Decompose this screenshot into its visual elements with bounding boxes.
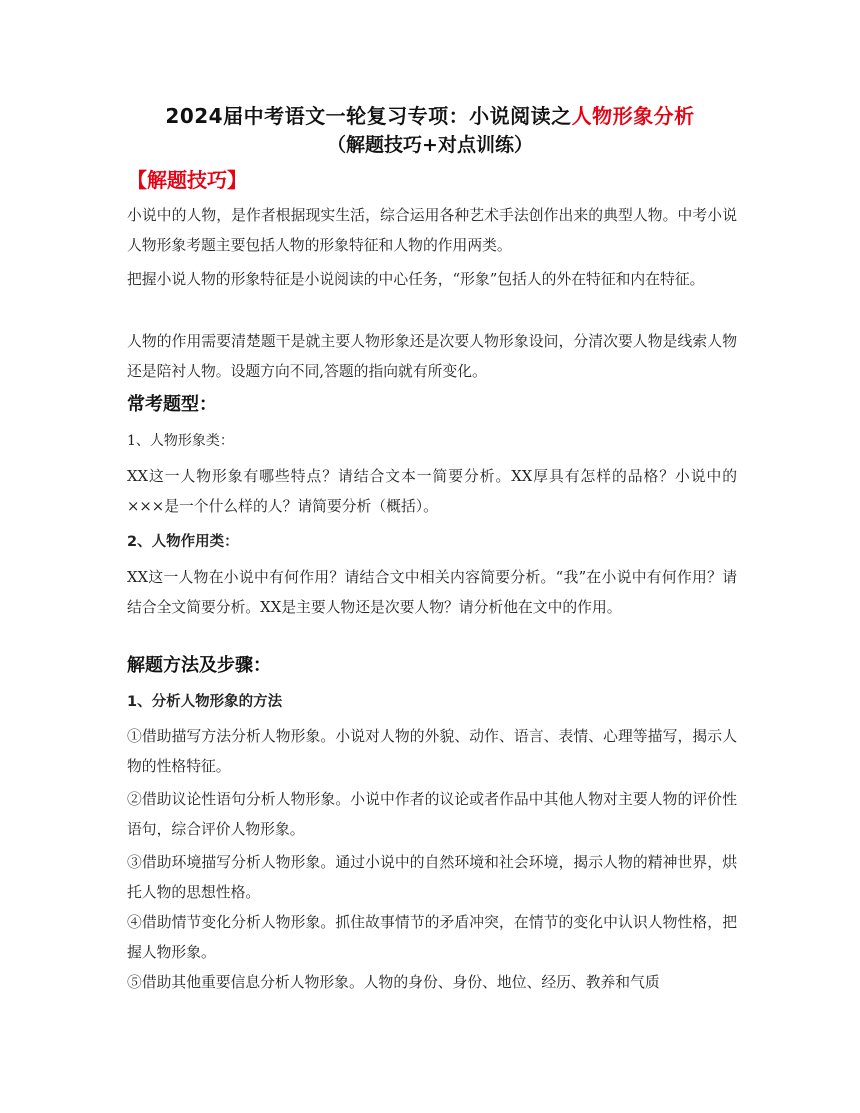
intro-paragraph-3: 人物的作用需要清楚题干是就主要人物形象还是次要人物形象设问，分清次要人物是线索人物还是陪衬人物。设题方向不同,答题的指向就有所变化。 bbox=[127, 333, 737, 380]
method-item-3: ③借助环境描写分析人物形象。通过小说中的自然环境和社会环境，揭示人物的精神世界，烘托人物的思想性格。 bbox=[127, 854, 737, 901]
type1-text: XX这一人物形象有哪些特点？请结合文本一简要分析。XX厚具有怎样的品格？小说中的×××是一个什么样的人？请简要分析（概括）。 bbox=[127, 468, 737, 515]
tips-heading: 【解题技巧】 bbox=[127, 168, 247, 192]
type2-label: 2、人物作用类： bbox=[127, 534, 239, 550]
document-title bbox=[0, 102, 860, 130]
document-subtitle: （解题技巧+对点训练） bbox=[327, 134, 533, 156]
type1-label: 1、人物形象类： bbox=[127, 433, 234, 449]
type2-text: XX这一人物在小说中有何作用？请结合文中相关内容简要分析。“我”在小说中有何作用？请结合全文简要分析。XX是主要人物还是次要人物？请分析他在文中的作用。 bbox=[127, 569, 737, 616]
method-heading: 解题方法及步骤： bbox=[127, 655, 271, 676]
title-prefix: 2024届中考语文一轮复习专项：小说阅读之 bbox=[165, 104, 572, 128]
intro-paragraph-1: 小说中的人物，是作者根据现实生活，综合运用各种艺术手法创作出来的典型人物。中考小说人物形象考题主要包括人物的形象特征和人物的作用两类。 bbox=[127, 207, 737, 254]
intro-paragraph-2: 把握小说人物的形象特征是小说阅读的中心任务，“形象”包括人的外在特征和内在特征。 bbox=[127, 271, 705, 288]
method1-label: 1、分析人物形象的方法 bbox=[127, 694, 283, 710]
method-item-1: ①借助描写方法分析人物形象。小说对人物的外貌、动作、语言、表情、心理等描写，揭示人物的性格特征。 bbox=[127, 728, 737, 775]
common-types-heading: 常考题型： bbox=[127, 394, 217, 415]
method-item-4: ④借助情节变化分析人物形象。抓住故事情节的矛盾冲突，在情节的变化中认识人物性格，把握人物形象。 bbox=[127, 914, 737, 961]
method-item-2: ②借助议论性语句分析人物形象。小说中作者的议论或者作品中其他人物对主要人物的评价性语句，综合评价人物形象。 bbox=[127, 791, 737, 838]
title-highlight: 人物形象分析 bbox=[571, 104, 695, 128]
method-item-5: ⑤借助其他重要信息分析人物形象。人物的身份、身份、地位、经历、教养和气质 bbox=[127, 974, 660, 991]
